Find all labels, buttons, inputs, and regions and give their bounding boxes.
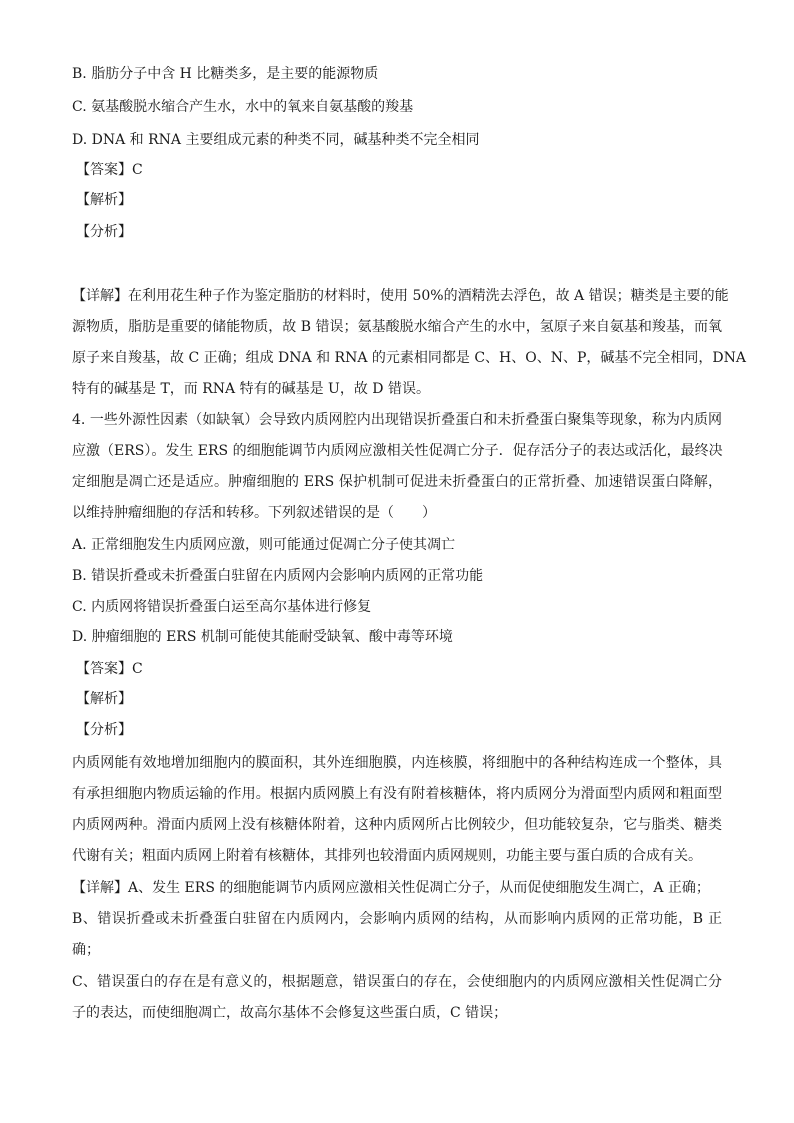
q3-detail-line: 特有的碱基是 T，而 RNA 特有的碱基是 U，故 D 错误。 xyxy=(72,381,430,397)
q4-detail-line: C、错误蛋白的存在是有意义的，根据题意，错误蛋白的存在，会使细胞内的内质网应激相关性促凋亡分 xyxy=(72,974,722,990)
q4-option-b: B. 错误折叠或未折叠蛋白驻留在内质网内会影响内质网的正常功能 xyxy=(72,568,484,584)
q4-fenxi-label: 【分析】 xyxy=(76,722,132,738)
q4-detail-line: 确； xyxy=(72,942,100,958)
q4-fenxi-line: 代谢有关；粗面内质网上附着有核糖体，其排列也较滑面内质网规则，功能主要与蛋白质的合成有关。 xyxy=(72,848,702,864)
q3-analysis-label: 【解析】 xyxy=(76,192,132,208)
q4-fenxi-line: 内质网两种。滑面内质网上没有核糖体附着，这种内质网所占比例较少，但功能较复杂，它与脂类、糖类 xyxy=(72,817,722,833)
q4-stem-line: 4. 一些外源性因素（如缺氧）会导致内质网腔内出现错误折叠蛋白和未折叠蛋白聚集等现象，称为内质网 xyxy=(72,412,722,428)
q3-option-c: C. 氨基酸脱水缩合产生水，水中的氧来自氨基酸的羧基 xyxy=(72,99,414,115)
q3-option-d: D. DNA 和 RNA 主要组成元素的种类不同，碱基种类不完全相同 xyxy=(72,132,480,148)
q3-fenxi-label: 【分析】 xyxy=(76,224,132,240)
q4-fenxi-line: 有承担细胞内物质运输的作用。根据内质网膜上有没有附着核糖体，将内质网分为滑面型内质网和粗面型 xyxy=(72,786,722,802)
q4-option-c: C. 内质网将错误折叠蛋白运至高尔基体进行修复 xyxy=(72,599,372,615)
q4-detail-line: 子的表达，而使细胞凋亡，故高尔基体不会修复这些蛋白质，C 错误； xyxy=(72,1005,508,1021)
q4-stem-line: 应激（ERS）。发生 ERS 的细胞能调节内质网应激相关性促凋亡分子．促存活分子的表达或活化，最终决 xyxy=(72,443,723,459)
q4-stem-line: 以维持肿瘤细胞的存活和转移。下列叙述错误的是（ ） xyxy=(72,505,436,521)
q4-answer: 【答案】C xyxy=(76,661,143,677)
q4-option-d: D. 肿瘤细胞的 ERS 机制可能使其能耐受缺氧、酸中毒等环境 xyxy=(72,629,453,645)
q4-option-a: A. 正常细胞发生内质网应激，则可能通过促凋亡分子使其凋亡 xyxy=(72,537,456,553)
q4-detail-line: B、错误折叠或未折叠蛋白驻留在内质网内，会影响内质网的结构，从而影响内质网的正常功能，B 正 xyxy=(72,911,722,927)
q4-detail-line: 【详解】A、发生 ERS 的细胞能调节内质网应激相关性促凋亡分子，从而促使细胞发生凋亡，A 正确； xyxy=(72,880,710,896)
q3-detail-line: 【详解】在利用花生种子作为鉴定脂肪的材料时，使用 50%的酒精洗去浮色，故 A 错误；糖类是主要的能 xyxy=(72,288,729,304)
q3-answer: 【答案】C xyxy=(76,162,143,178)
q3-option-b: B. 脂肪分子中含 H 比糖类多，是主要的能源物质 xyxy=(72,66,379,82)
q3-detail-line: 原子来自羧基，故 C 正确；组成 DNA 和 RNA 的元素相同都是 C、H、O、N、P，碱基不完全相同，DNA xyxy=(72,350,747,366)
q3-detail-line: 源物质，脂肪是重要的储能物质，故 B 错误；氨基酸脱水缩合产生的水中，氢原子来自氨基和羧基，而氧 xyxy=(72,319,722,335)
q4-stem-line: 定细胞是凋亡还是适应。肿瘤细胞的 ERS 保护机制可促进未折叠蛋白的正常折叠、加速错误蛋白降解， xyxy=(72,474,722,490)
q4-analysis-label: 【解析】 xyxy=(76,691,132,707)
q4-fenxi-line: 内质网能有效地增加细胞内的膜面积，其外连细胞膜，内连核膜，将细胞中的各种结构连成一个整体，具 xyxy=(72,755,722,771)
